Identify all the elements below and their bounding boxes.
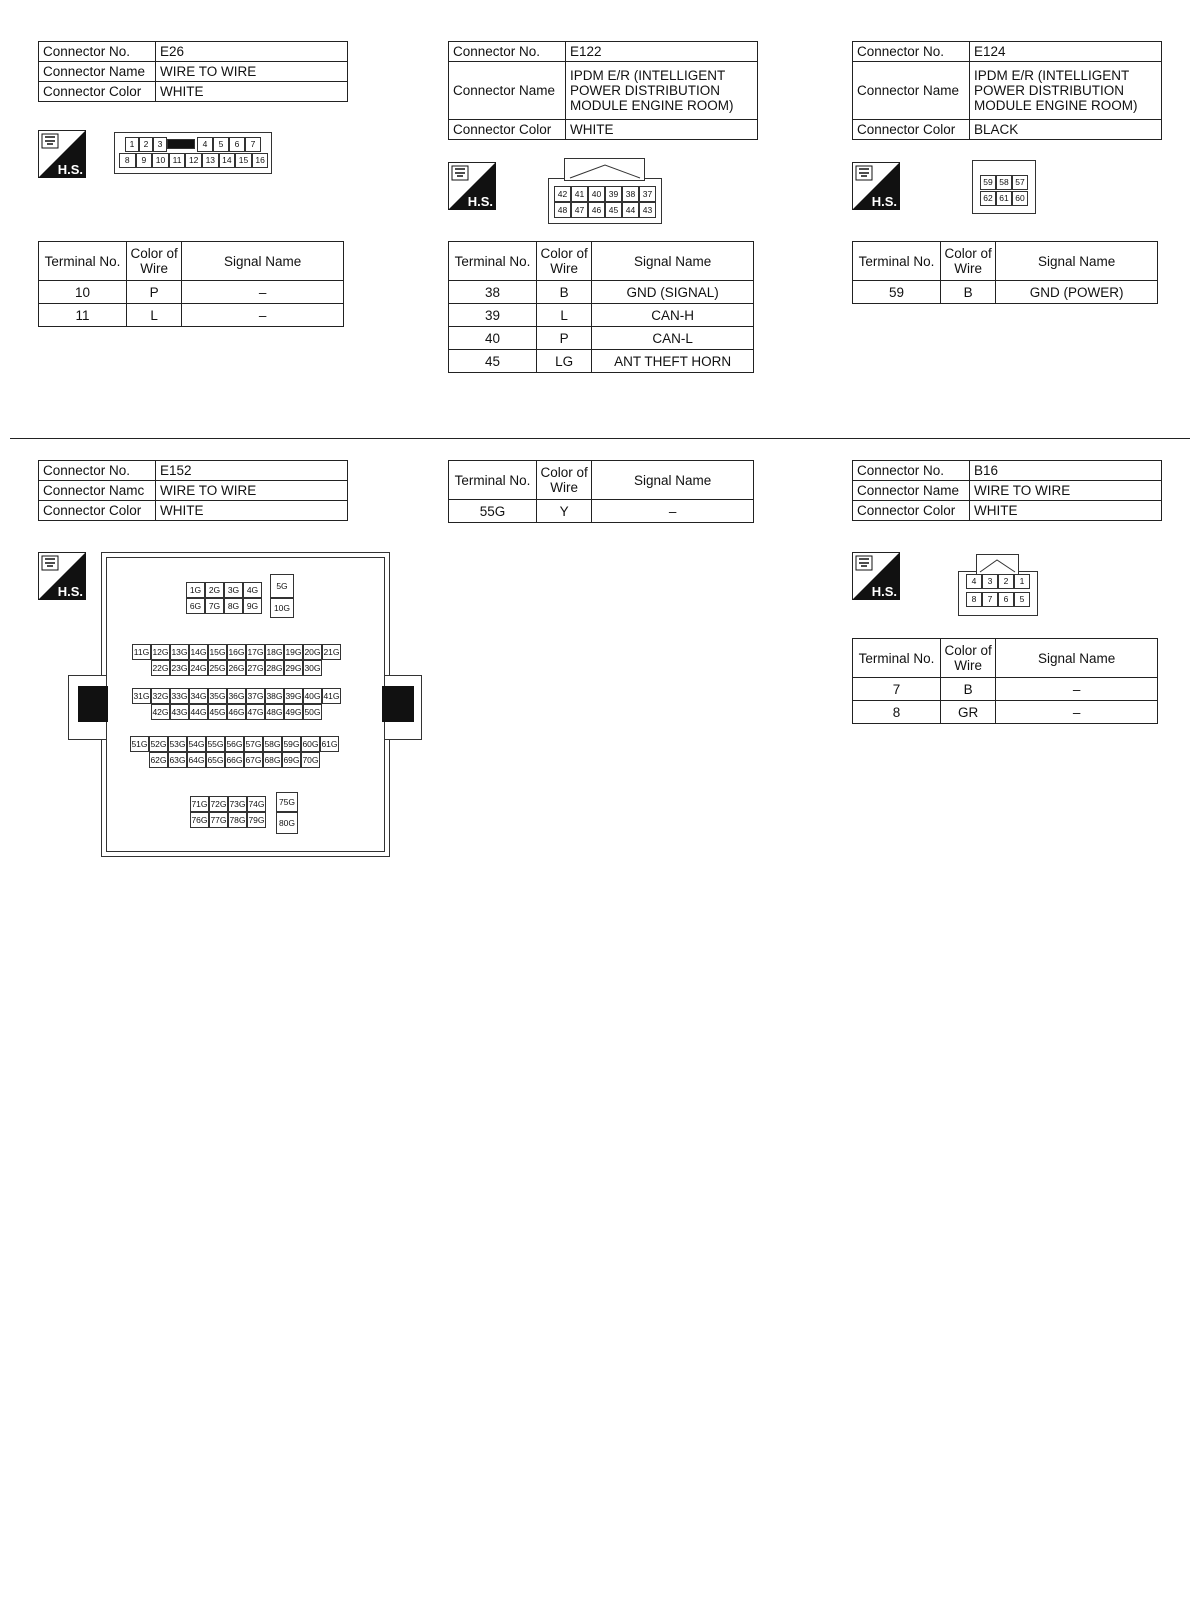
e124-connector-color: BLACK <box>970 120 1162 140</box>
hs-label: H.S. <box>871 194 897 209</box>
connector-name-label: Connector Name <box>449 62 566 120</box>
connector-pin: 66G <box>225 752 244 768</box>
connector-pin: 77G <box>209 812 228 828</box>
connector-pin-blocked <box>167 139 195 149</box>
connector-pin: 11 <box>169 153 186 168</box>
connector-name-label: Connector Name <box>853 62 970 120</box>
connector-pin: 17G <box>246 644 265 660</box>
e124-info-table <box>852 41 1162 140</box>
connector-pin: 71G <box>190 796 209 812</box>
signal-name: – <box>182 281 344 304</box>
connector-pin: 1 <box>125 137 139 152</box>
hs-connector-icon <box>852 162 900 210</box>
connector-pin: 53G <box>168 736 187 752</box>
connector-pin: 16 <box>252 153 269 168</box>
connector-pin: 39G <box>284 688 303 704</box>
connector-pin: 47 <box>571 202 588 218</box>
connector-pin: 38 <box>622 186 639 202</box>
terminal-no: 8 <box>853 701 941 724</box>
connector-pin: 14G <box>189 644 208 660</box>
connector-pin: 4G <box>243 582 262 598</box>
connector-pin: 41 <box>571 186 588 202</box>
connector-pin: 6 <box>229 137 245 152</box>
color-of-wire-header: Color of Wire <box>941 639 996 678</box>
table-row <box>449 500 754 523</box>
wire-color: P <box>537 327 592 350</box>
signal-name: – <box>996 701 1158 724</box>
connector-pin: 9 <box>136 153 153 168</box>
connector-pin: 5G <box>270 574 294 598</box>
connector-pin: 38G <box>265 688 284 704</box>
connector-pin: 25G <box>208 660 227 676</box>
connector-pin: 6 <box>998 592 1014 607</box>
table-row <box>449 350 754 373</box>
connector-pin: 59 <box>980 175 996 190</box>
e122-terminal-table <box>448 241 754 373</box>
signal-name: – <box>996 678 1158 701</box>
terminal-no: 10 <box>39 281 127 304</box>
connector-pin: 11G <box>132 644 151 660</box>
wire-color: B <box>537 281 592 304</box>
wire-color: Y <box>537 500 592 523</box>
connector-pin: 1 <box>1014 574 1030 589</box>
connector-pin: 15 <box>235 153 252 168</box>
connector-pin: 48 <box>554 202 571 218</box>
b16-info-table <box>852 460 1162 521</box>
table-row <box>449 304 754 327</box>
connector-pin: 75G <box>276 792 298 812</box>
e152-connector-no: E152 <box>156 461 348 481</box>
connector-pin: 56G <box>225 736 244 752</box>
e124-connector-no: E124 <box>970 42 1162 62</box>
table-row <box>853 701 1158 724</box>
connector-pin: 52G <box>149 736 168 752</box>
signal-name-header: Signal Name <box>996 639 1158 678</box>
connector-pin: 60 <box>1012 191 1028 206</box>
connector-pin: 34G <box>189 688 208 704</box>
wire-color: L <box>127 304 182 327</box>
connector-pin: 70G <box>301 752 320 768</box>
connector-pin: 10 <box>152 153 169 168</box>
table-row <box>39 281 344 304</box>
hs-label: H.S. <box>871 584 897 599</box>
hs-label: H.S. <box>57 162 83 177</box>
connector-pin: 19G <box>284 644 303 660</box>
e152-info-table <box>38 460 348 521</box>
section-divider <box>10 438 1190 439</box>
connector-pin: 29G <box>284 660 303 676</box>
wire-color: LG <box>537 350 592 373</box>
connector-pin: 40 <box>588 186 605 202</box>
hs-label: H.S. <box>57 584 83 599</box>
connector-pin: 59G <box>282 736 301 752</box>
table-row <box>853 678 1158 701</box>
connector-pin: 6G <box>186 598 205 614</box>
hs-label: H.S. <box>467 194 493 209</box>
connector-pin: 40G <box>303 688 322 704</box>
terminal-no-header: Terminal No. <box>853 639 941 678</box>
connector-pin: 2 <box>139 137 153 152</box>
connector-pin: 44 <box>622 202 639 218</box>
b16-terminal-table <box>852 638 1158 724</box>
signal-name: CAN-H <box>592 304 754 327</box>
connector-pin: 55G <box>206 736 225 752</box>
connector-pin: 7 <box>982 592 998 607</box>
connector-pin: 20G <box>303 644 322 660</box>
connector-pin: 15G <box>208 644 227 660</box>
terminal-no: 39 <box>449 304 537 327</box>
connector-pin: 47G <box>246 704 265 720</box>
connector-pin: 58 <box>996 175 1012 190</box>
connector-pin: 42G <box>151 704 170 720</box>
connector-pin: 32G <box>151 688 170 704</box>
wire-color: B <box>941 281 996 304</box>
connector-pin: 42 <box>554 186 571 202</box>
e124-connector-name: IPDM E/R (INTELLIGENT POWER DISTRIBUTION MODULE ENGINE ROOM) <box>970 62 1162 120</box>
connector-pin: 63G <box>168 752 187 768</box>
e26-connector-no: E26 <box>156 42 348 62</box>
connector-pin: 48G <box>265 704 284 720</box>
connector-color-label: Connector Color <box>39 501 156 521</box>
connector-pin: 3 <box>982 574 998 589</box>
terminal-no: 11 <box>39 304 127 327</box>
connector-pin: 69G <box>282 752 301 768</box>
connector-pin: 10G <box>270 598 294 618</box>
connector-pin: 74G <box>247 796 266 812</box>
connector-pin: 73G <box>228 796 247 812</box>
connector-pin: 12 <box>185 153 202 168</box>
connector-pin: 28G <box>265 660 284 676</box>
connector-pin: 62G <box>149 752 168 768</box>
table-row <box>39 304 344 327</box>
b16-connector-color: WHITE <box>970 501 1162 521</box>
connector-pin: 62 <box>980 191 996 206</box>
wire-color: B <box>941 678 996 701</box>
connector-pin: 13 <box>202 153 219 168</box>
signal-name: – <box>592 500 754 523</box>
connector-name-label: Connector Namc <box>39 481 156 501</box>
e122-info-table <box>448 41 758 140</box>
connector-pin: 57G <box>244 736 263 752</box>
connector-pin: 43 <box>639 202 656 218</box>
connector-pin: 8 <box>119 153 136 168</box>
connector-pin: 30G <box>303 660 322 676</box>
connector-pin: 36G <box>227 688 246 704</box>
connector-color-label: Connector Color <box>449 120 566 140</box>
e26-connector-face <box>114 132 272 174</box>
connector-pin: 8G <box>224 598 243 614</box>
connector-pin: 37G <box>246 688 265 704</box>
connector-name-label: Connector Name <box>853 481 970 501</box>
wire-color: GR <box>941 701 996 724</box>
e152-terminal-table <box>448 460 754 523</box>
connector-pin: 37 <box>639 186 656 202</box>
connector-color-label: Connector Color <box>853 120 970 140</box>
e122-connector-name: IPDM E/R (INTELLIGENT POWER DISTRIBUTION MODULE ENGINE ROOM) <box>566 62 758 120</box>
e152-connector-color: WHITE <box>156 501 348 521</box>
table-row <box>449 281 754 304</box>
terminal-no: 38 <box>449 281 537 304</box>
connector-pin: 50G <box>303 704 322 720</box>
hs-connector-icon <box>448 162 496 210</box>
color-of-wire-header: Color of Wire <box>537 461 592 500</box>
color-of-wire-header: Color of Wire <box>941 242 996 281</box>
connector-pin: 4 <box>966 574 982 589</box>
e152-connector-name: WIRE TO WIRE <box>156 481 348 501</box>
connector-pin: 3G <box>224 582 243 598</box>
connector-pin: 13G <box>170 644 189 660</box>
connector-no-label: Connector No. <box>449 42 566 62</box>
signal-name-header: Signal Name <box>592 461 754 500</box>
table-row <box>449 327 754 350</box>
e122-connector-no: E122 <box>566 42 758 62</box>
connector-pin: 16G <box>227 644 246 660</box>
connector-no-label: Connector No. <box>39 42 156 62</box>
terminal-no: 7 <box>853 678 941 701</box>
connector-pin: 8 <box>966 592 982 607</box>
connector-color-label: Connector Color <box>39 82 156 102</box>
connector-pin: 2G <box>205 582 224 598</box>
signal-name: GND (POWER) <box>996 281 1158 304</box>
signal-name: CAN-L <box>592 327 754 350</box>
connector-pin: 9G <box>243 598 262 614</box>
connector-pin: 14 <box>219 153 236 168</box>
connector-pin: 64G <box>187 752 206 768</box>
connector-pin: 18G <box>265 644 284 660</box>
connector-pin: 57 <box>1012 175 1028 190</box>
connector-pin: 7G <box>205 598 224 614</box>
connector-pin: 67G <box>244 752 263 768</box>
color-of-wire-header: Color of Wire <box>537 242 592 281</box>
e122-connector-color: WHITE <box>566 120 758 140</box>
hs-connector-icon <box>38 130 86 178</box>
connector-pin: 1G <box>186 582 205 598</box>
b16-connector-name: WIRE TO WIRE <box>970 481 1162 501</box>
e26-terminal-table <box>38 241 344 327</box>
connector-pin: 35G <box>208 688 227 704</box>
wire-color: P <box>127 281 182 304</box>
wire-color: L <box>537 304 592 327</box>
terminal-no-header: Terminal No. <box>449 461 537 500</box>
connector-pin: 5 <box>213 137 229 152</box>
connector-pin: 45 <box>605 202 622 218</box>
table-row <box>853 281 1158 304</box>
connector-pin: 7 <box>245 137 261 152</box>
b16-connector-no: B16 <box>970 461 1162 481</box>
terminal-no: 55G <box>449 500 537 523</box>
connector-pin: 76G <box>190 812 209 828</box>
signal-name-header: Signal Name <box>592 242 754 281</box>
signal-name-header: Signal Name <box>182 242 344 281</box>
connector-pin: 45G <box>208 704 227 720</box>
connector-pin: 21G <box>322 644 341 660</box>
connector-no-label: Connector No. <box>39 461 156 481</box>
connector-pin: 78G <box>228 812 247 828</box>
connector-pin: 46G <box>227 704 246 720</box>
connector-pin: 49G <box>284 704 303 720</box>
connector-pin: 5 <box>1014 592 1030 607</box>
connector-pin: 58G <box>263 736 282 752</box>
connector-pin: 54G <box>187 736 206 752</box>
terminal-no-header: Terminal No. <box>39 242 127 281</box>
terminal-no: 40 <box>449 327 537 350</box>
connector-pin: 79G <box>247 812 266 828</box>
connector-pin: 3 <box>153 137 167 152</box>
terminal-no: 59 <box>853 281 941 304</box>
signal-name: ANT THEFT HORN <box>592 350 754 373</box>
signal-name: GND (SIGNAL) <box>592 281 754 304</box>
connector-pin: 43G <box>170 704 189 720</box>
terminal-no-header: Terminal No. <box>853 242 941 281</box>
connector-pin: 41G <box>322 688 341 704</box>
e124-terminal-table <box>852 241 1158 304</box>
connector-pin: 80G <box>276 812 298 834</box>
connector-pin: 65G <box>206 752 225 768</box>
connector-pin: 72G <box>209 796 228 812</box>
connector-no-label: Connector No. <box>853 461 970 481</box>
connector-pin: 33G <box>170 688 189 704</box>
connector-pin: 12G <box>151 644 170 660</box>
color-of-wire-header: Color of Wire <box>127 242 182 281</box>
signal-name-header: Signal Name <box>996 242 1158 281</box>
connector-pin: 31G <box>132 688 151 704</box>
e26-info-table <box>38 41 348 102</box>
connector-pin: 23G <box>170 660 189 676</box>
connector-pin: 2 <box>998 574 1014 589</box>
connector-pin: 60G <box>301 736 320 752</box>
hs-connector-icon <box>852 552 900 600</box>
terminal-no: 45 <box>449 350 537 373</box>
connector-color-label: Connector Color <box>853 501 970 521</box>
connector-pin: 44G <box>189 704 208 720</box>
connector-pin: 27G <box>246 660 265 676</box>
terminal-no-header: Terminal No. <box>449 242 537 281</box>
connector-pin: 51G <box>130 736 149 752</box>
e26-connector-name: WIRE TO WIRE <box>156 62 348 82</box>
signal-name: – <box>182 304 344 327</box>
connector-pin: 26G <box>227 660 246 676</box>
e26-connector-color: WHITE <box>156 82 348 102</box>
connector-name-label: Connector Name <box>39 62 156 82</box>
connector-pin: 24G <box>189 660 208 676</box>
connector-pin: 39 <box>605 186 622 202</box>
connector-pin: 61G <box>320 736 339 752</box>
connector-pin: 68G <box>263 752 282 768</box>
connector-pin: 4 <box>197 137 213 152</box>
connector-pin: 46 <box>588 202 605 218</box>
connector-pin: 22G <box>151 660 170 676</box>
connector-pin: 61 <box>996 191 1012 206</box>
connector-no-label: Connector No. <box>853 42 970 62</box>
